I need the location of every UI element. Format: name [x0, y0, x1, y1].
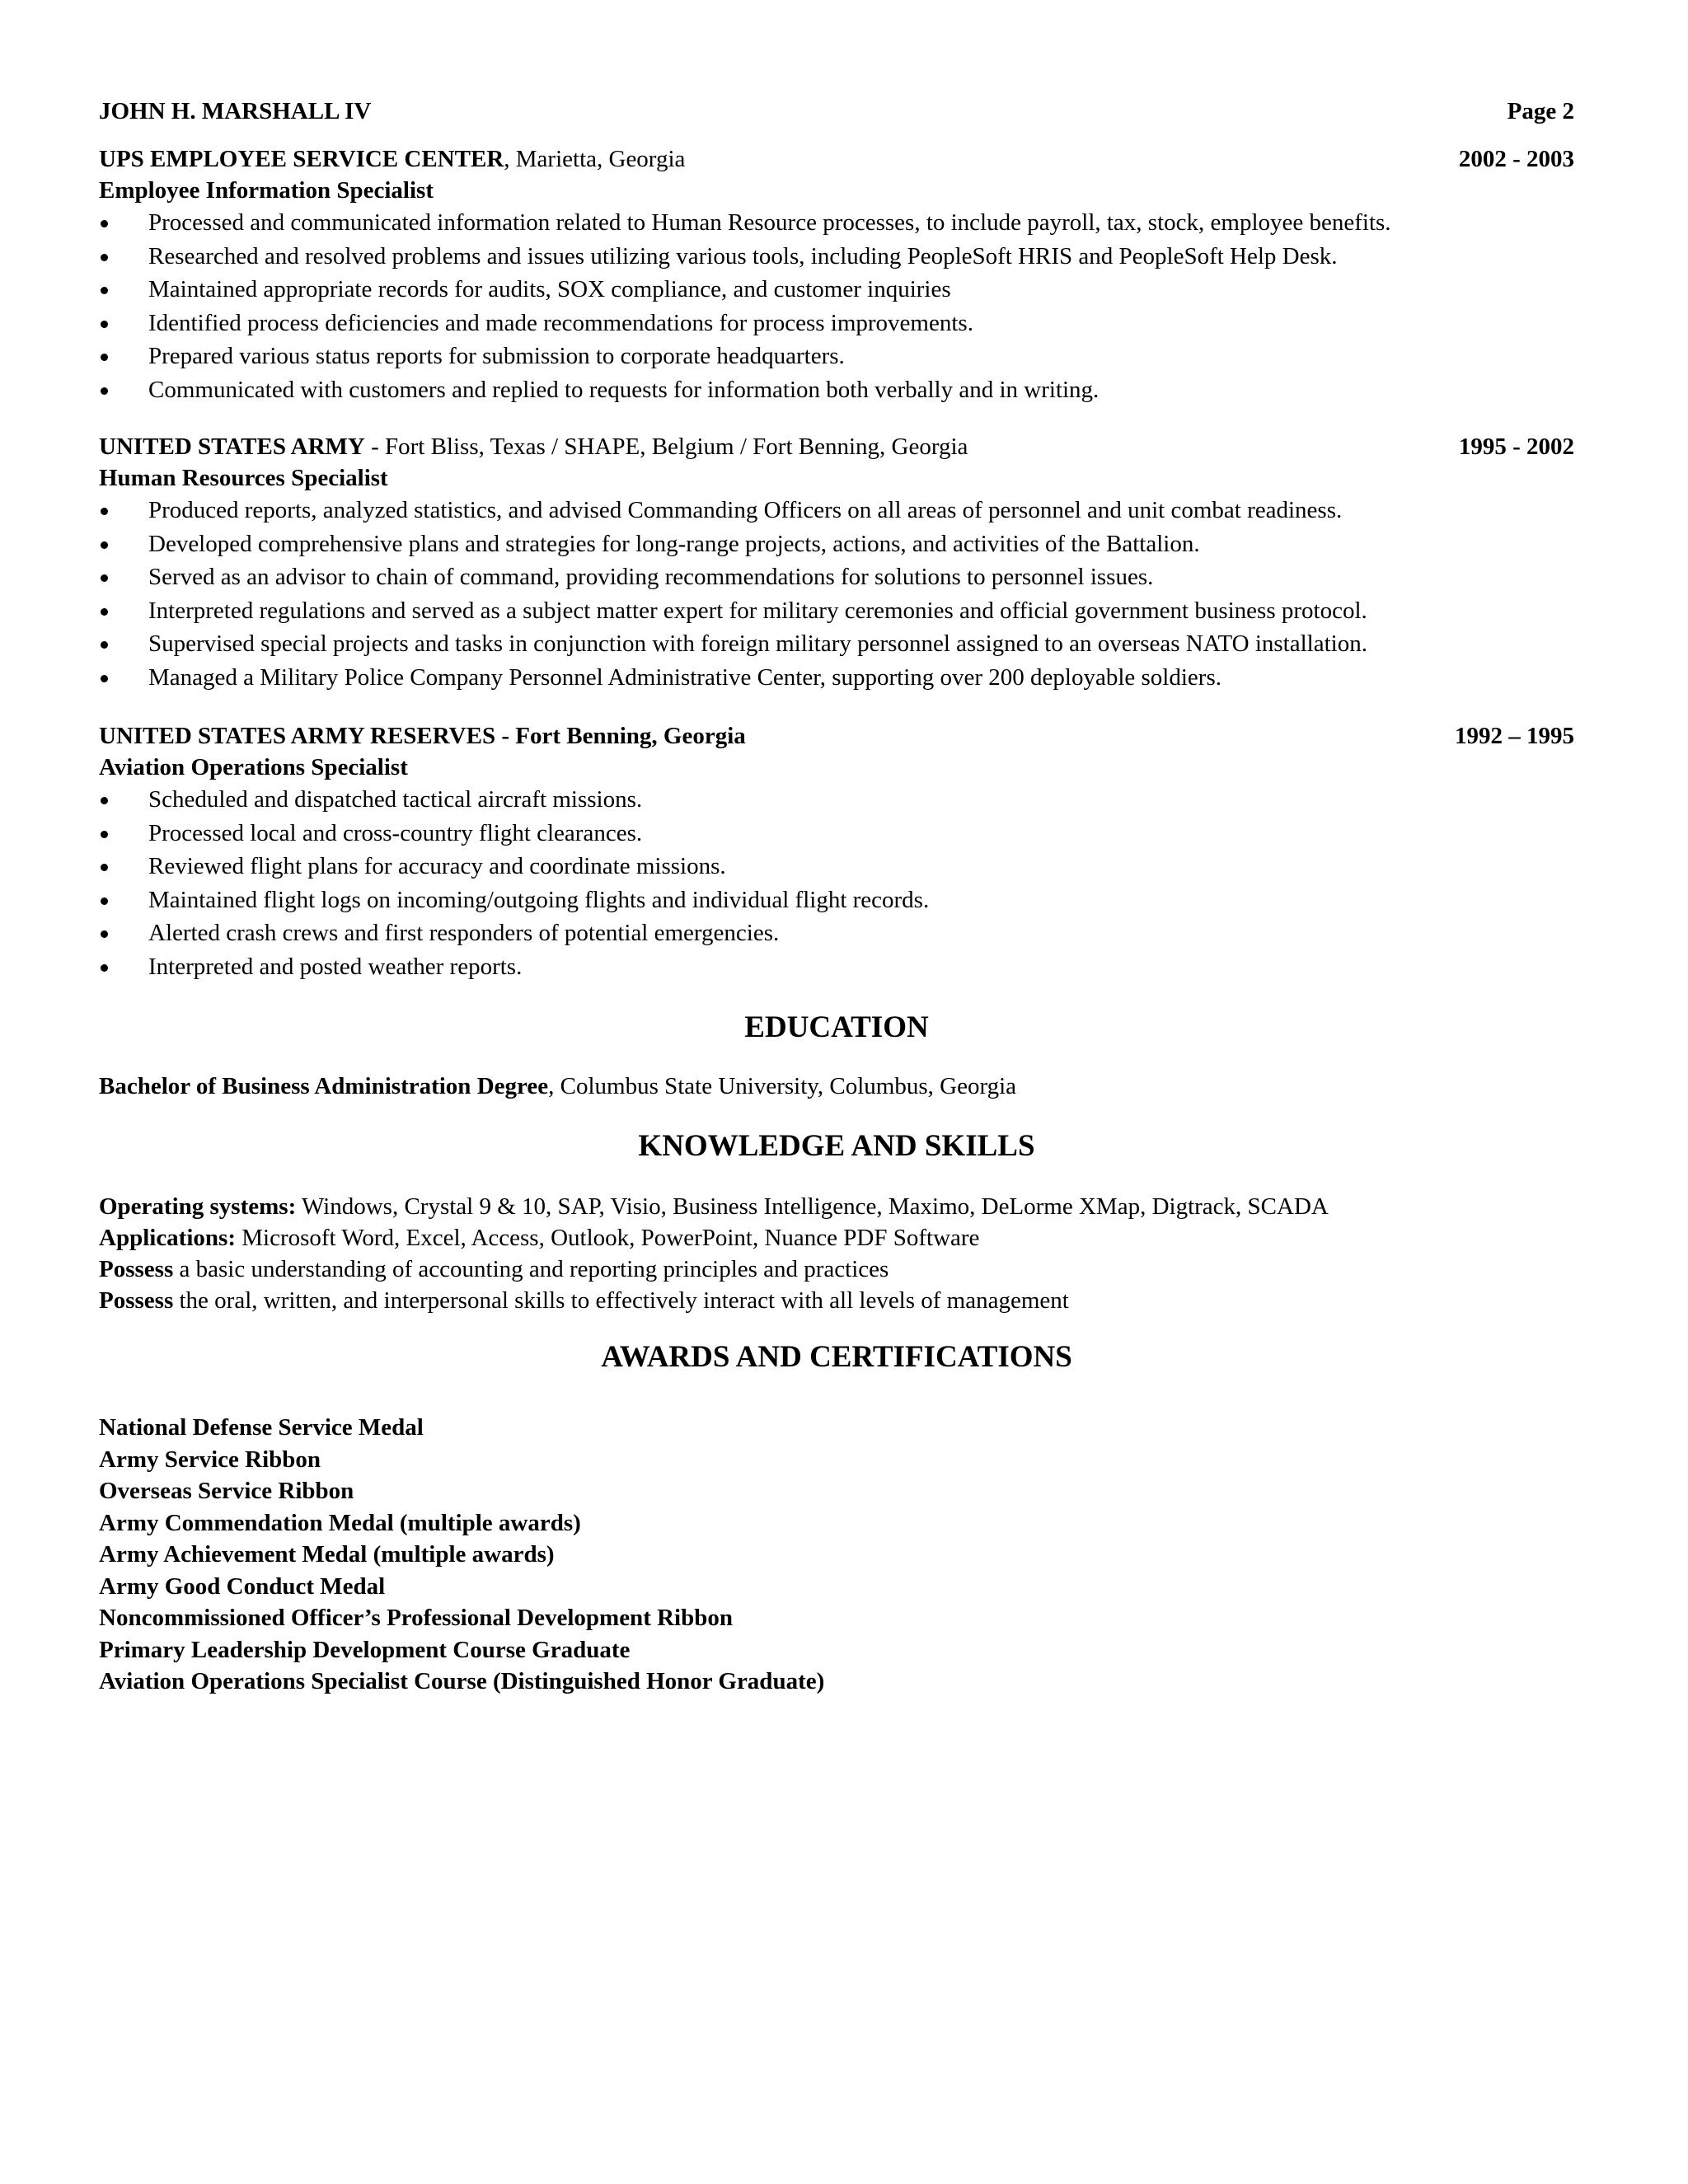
job-location: , Marietta, Georgia — [504, 146, 686, 172]
list-item — [99, 206, 1574, 240]
education-heading: EDUCATION — [744, 1010, 929, 1044]
skills-line — [99, 1285, 1574, 1316]
bullet-text: Supervised special projects and tasks in conjunction with foreign military personnel assigned to an overseas NATO installation. — [148, 630, 1367, 657]
job-dates: 1992 – 1995 — [1455, 723, 1574, 749]
award-item: National Defense Service Medal — [99, 1414, 424, 1441]
bullet-icon — [101, 354, 108, 361]
list-item — [99, 850, 1574, 883]
award-item: Army Service Ribbon — [99, 1446, 321, 1473]
bullet-text: Maintained flight logs on incoming/outgoing flights and individual flight records. — [148, 886, 930, 913]
skills-text: Microsoft Word, Excel, Access, Outlook, PowerPoint, Nuance PDF Software — [235, 1225, 980, 1251]
bullet-icon — [101, 220, 108, 227]
page-header — [99, 96, 1574, 127]
education-line — [99, 1071, 1574, 1102]
job-header — [99, 143, 1574, 175]
award-item: Army Achievement Medal (multiple awards) — [99, 1541, 555, 1568]
award-item: Overseas Service Ribbon — [99, 1478, 354, 1504]
list-item — [99, 950, 1574, 984]
bullet-icon — [101, 508, 108, 515]
award-item: Primary Leadership Development Course Graduate — [99, 1636, 631, 1663]
job-entry — [99, 143, 1574, 406]
list-item — [99, 307, 1574, 340]
candidate-name: JOHN H. MARSHALL IV — [99, 98, 372, 124]
bullet-icon — [101, 675, 108, 682]
job-employer: UPS EMPLOYEE SERVICE CENTER — [99, 146, 504, 172]
bullet-text: Communicated with customers and replied to requests for information both verbally and in writing. — [148, 376, 1100, 403]
job-dates: 1995 - 2002 — [1458, 434, 1574, 460]
job-employer: UNITED STATES ARMY RESERVES - Fort Benning, Georgia — [99, 723, 746, 749]
job-location: - Fort Bliss, Texas / SHAPE, Belgium / Fort Benning, Georgia — [364, 434, 968, 460]
job-header — [99, 720, 1574, 752]
awards-list — [99, 1412, 1574, 1698]
job-employer-line — [99, 720, 746, 752]
bullet-text: Served as an advisor to chain of command, providing recommendations for solutions to personnel issues. — [148, 564, 1154, 590]
award-item: Army Good Conduct Medal — [99, 1572, 386, 1600]
bullet-icon — [101, 864, 108, 871]
bullet-text: Processed local and cross-country flight clearances. — [148, 819, 643, 846]
list-item — [99, 817, 1574, 851]
list-item — [99, 373, 1574, 407]
bullet-icon — [101, 254, 108, 261]
list-item — [99, 240, 1574, 274]
job-entry — [99, 720, 1574, 983]
bullet-icon — [101, 541, 108, 549]
job-header — [99, 431, 1574, 462]
bullet-text: Interpreted regulations and served as a subject matter expert for military ceremonies and official government business protocol. — [148, 597, 1367, 624]
list-item — [99, 273, 1574, 307]
award-item: Noncommissioned Officer’s Professional Development Ribbon — [99, 1605, 733, 1631]
job-employer: UNITED STATES ARMY — [99, 434, 365, 460]
bullet-icon — [101, 831, 108, 838]
bullet-text: Interpreted and posted weather reports. — [148, 953, 523, 980]
bullet-text: Reviewed flight plans for accuracy and coordinate missions. — [148, 853, 726, 879]
job-bullets — [99, 783, 1574, 983]
bullet-text: Identified process deficiencies and made recommendations for process improvements. — [148, 309, 973, 336]
job-employer-line — [99, 143, 685, 175]
list-item — [99, 494, 1574, 527]
bullet-icon — [101, 930, 108, 938]
bullet-icon — [101, 608, 108, 616]
skills-label: Possess — [99, 1256, 174, 1282]
skills-text: Windows, Crystal 9 & 10, SAP, Visio, Business Intelligence, Maximo, DeLorme XMap, Digtrack, SCADA — [296, 1193, 1329, 1220]
degree: Bachelor of Business Administration Degree — [99, 1073, 549, 1099]
job-title: Aviation Operations Specialist — [99, 754, 408, 780]
bullet-icon — [101, 964, 108, 972]
school: , Columbus State University, Columbus, Georgia — [548, 1073, 1017, 1099]
bullet-text: Maintained appropriate records for audits, SOX compliance, and customer inquiries — [148, 276, 951, 302]
skills-line — [99, 1191, 1574, 1222]
bullet-icon — [101, 387, 108, 395]
list-item — [99, 527, 1574, 561]
skills-label: Possess — [99, 1287, 174, 1314]
job-title: Employee Information Specialist — [99, 177, 434, 204]
skills-heading: KNOWLEDGE AND SKILLS — [638, 1129, 1035, 1163]
bullet-text: Prepared various status reports for submission to corporate headquarters. — [148, 343, 845, 369]
list-item — [99, 594, 1574, 628]
skills-list — [99, 1191, 1574, 1316]
bullet-text: Researched and resolved problems and issues utilizing various tools, including PeopleSoft HRIS and PeopleSoft Help Desk. — [148, 242, 1338, 269]
awards-heading: AWARDS AND CERTIFICATIONS — [601, 1340, 1072, 1374]
skills-text: the oral, written, and interpersonal skills to effectively interact with all levels of management — [173, 1287, 1069, 1314]
bullet-icon — [101, 321, 108, 328]
resume-content — [99, 0, 1574, 1698]
award-item: Aviation Operations Specialist Course (Distinguished Honor Graduate) — [99, 1668, 825, 1694]
bullet-text: Scheduled and dispatched tactical aircraft missions. — [148, 786, 643, 813]
bullet-text: Processed and communicated information related to Human Resource processes, to include payroll, tax, stock, employee benefits. — [148, 209, 1391, 236]
skills-label: Applications: — [99, 1225, 236, 1251]
list-item — [99, 783, 1574, 817]
job-bullets — [99, 206, 1574, 406]
job-dates: 2002 - 2003 — [1458, 146, 1574, 172]
bullet-icon — [101, 287, 108, 294]
job-title: Human Resources Specialist — [99, 465, 388, 491]
skills-line — [99, 1222, 1574, 1254]
skills-label: Operating systems: — [99, 1193, 297, 1220]
bullet-icon — [101, 574, 108, 582]
skills-line — [99, 1254, 1574, 1285]
list-item — [99, 340, 1574, 373]
award-item: Army Commendation Medal (multiple awards) — [99, 1509, 581, 1536]
page-number: Page 2 — [1507, 98, 1574, 124]
list-item — [99, 661, 1574, 695]
bullet-icon — [101, 641, 108, 649]
job-entry — [99, 431, 1574, 694]
list-item — [99, 916, 1574, 950]
job-bullets — [99, 494, 1574, 694]
bullet-text: Alerted crash crews and first responders of potential emergencies. — [148, 920, 780, 946]
job-employer-line — [99, 431, 968, 462]
list-item — [99, 883, 1574, 917]
bullet-text: Managed a Military Police Company Personnel Administrative Center, supporting over 200 deployable soldiers. — [148, 663, 1221, 691]
skills-text: a basic understanding of accounting and reporting principles and practices — [173, 1256, 889, 1282]
list-item — [99, 627, 1574, 661]
list-item — [99, 560, 1574, 594]
bullet-icon — [101, 898, 108, 905]
bullet-text: Produced reports, analyzed statistics, and advised Commanding Officers on all areas of personnel and unit combat readiness. — [148, 497, 1343, 523]
bullet-icon — [101, 797, 108, 804]
bullet-text: Developed comprehensive plans and strategies for long-range projects, actions, and activities of the Battalion. — [148, 530, 1200, 557]
